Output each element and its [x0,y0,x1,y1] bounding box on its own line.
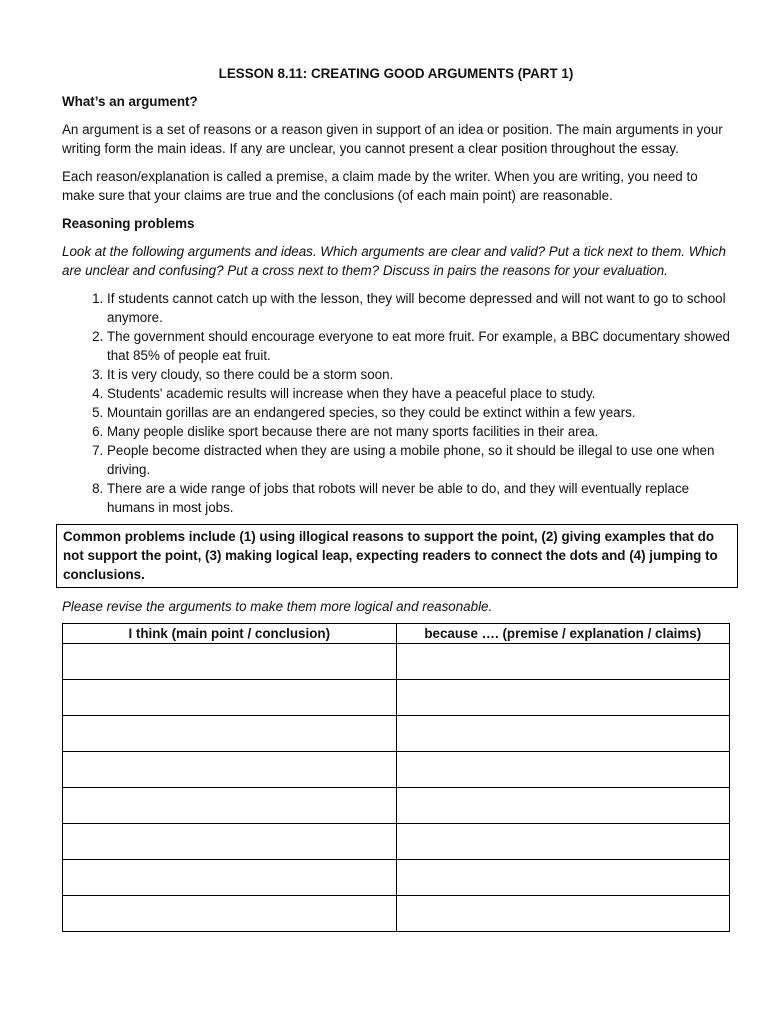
premise-cell[interactable] [396,644,730,680]
main-point-cell[interactable] [63,716,397,752]
table-row [63,824,730,860]
table-row [63,716,730,752]
section-heading-reasoning: Reasoning problems [62,216,195,231]
section-heading-argument: What’s an argument? [62,94,198,109]
main-point-cell[interactable] [63,680,397,716]
header-main-point: I think (main point / conclusion) [63,624,397,644]
premise-cell[interactable] [396,716,730,752]
main-point-cell[interactable] [63,644,397,680]
table-row [63,860,730,896]
reasoning-instruction: Look at the following arguments and ideas. Which arguments are clear and valid? Put a tick next to them. Which are unclear and confusing? Put a cross next to them? Discuss in pairs the reasons for your evaluation. [62,244,726,278]
common-problems-box: Common problems include (1) using illogical reasons to support the point, (2) giving examples that do not support the point, (3) making logical leap, expecting readers to connect the dots and (4) jumping to conclusions. [56,524,738,588]
premise-cell[interactable] [396,752,730,788]
table-row [63,644,730,680]
header-premise: because …. (premise / explanation / claims) [396,624,730,644]
list-item: 8. There are a wide range of jobs that robots will never be able to do, and they will eventually replace humans in most jobs. [107,479,730,517]
argument-list [62,289,730,517]
premise-cell[interactable] [396,824,730,860]
lesson-title: LESSON 8.11: CREATING GOOD ARGUMENTS (PART 1) [218,66,574,81]
list-item: 3. It is very cloudy, so there could be a storm soon. [107,365,730,384]
premise-cell[interactable] [396,788,730,824]
main-point-cell[interactable] [63,860,397,896]
list-item: 6. Many people dislike sport because there are not many sports facilities in their area. [107,422,730,441]
main-point-cell[interactable] [63,896,397,932]
list-item: 5. Mountain gorillas are an endangered species, so they could be extinct within a few years. [107,403,730,422]
main-point-cell[interactable] [63,752,397,788]
table-row [63,752,730,788]
premise-paragraph: Each reason/explanation is called a premise, a claim made by the writer. When you are writing, you need to make sure that your claims are true and the conclusions (of each main point) are reasonable. [62,169,698,203]
premise-cell[interactable] [396,860,730,896]
table-row [63,896,730,932]
revise-instruction: Please revise the arguments to make them more logical and reasonable. [62,599,493,614]
table-row [63,680,730,716]
main-point-cell[interactable] [63,788,397,824]
argument-definition-paragraph: An argument is a set of reasons or a reason given in support of an idea or position. The main arguments in your writing form the main ideas. If any are unclear, you cannot present a clear position throughout the essay. [62,122,723,156]
premise-cell[interactable] [396,896,730,932]
list-item: 4. Students' academic results will increase when they have a peaceful place to study. [107,384,730,403]
premise-cell[interactable] [396,680,730,716]
list-item: 1. If students cannot catch up with the lesson, they will become depressed and will not want to go to school anymore. [107,289,730,327]
revision-table [62,623,730,932]
worksheet-page [62,64,730,932]
list-item: 7. People become distracted when they are using a mobile phone, so it should be illegal to use one when driving. [107,441,730,479]
main-point-cell[interactable] [63,824,397,860]
table-header-row [63,624,730,644]
list-item: 2. The government should encourage everyone to eat more fruit. For example, a BBC documentary showed that 85% of people eat fruit. [107,327,730,365]
table-row [63,788,730,824]
